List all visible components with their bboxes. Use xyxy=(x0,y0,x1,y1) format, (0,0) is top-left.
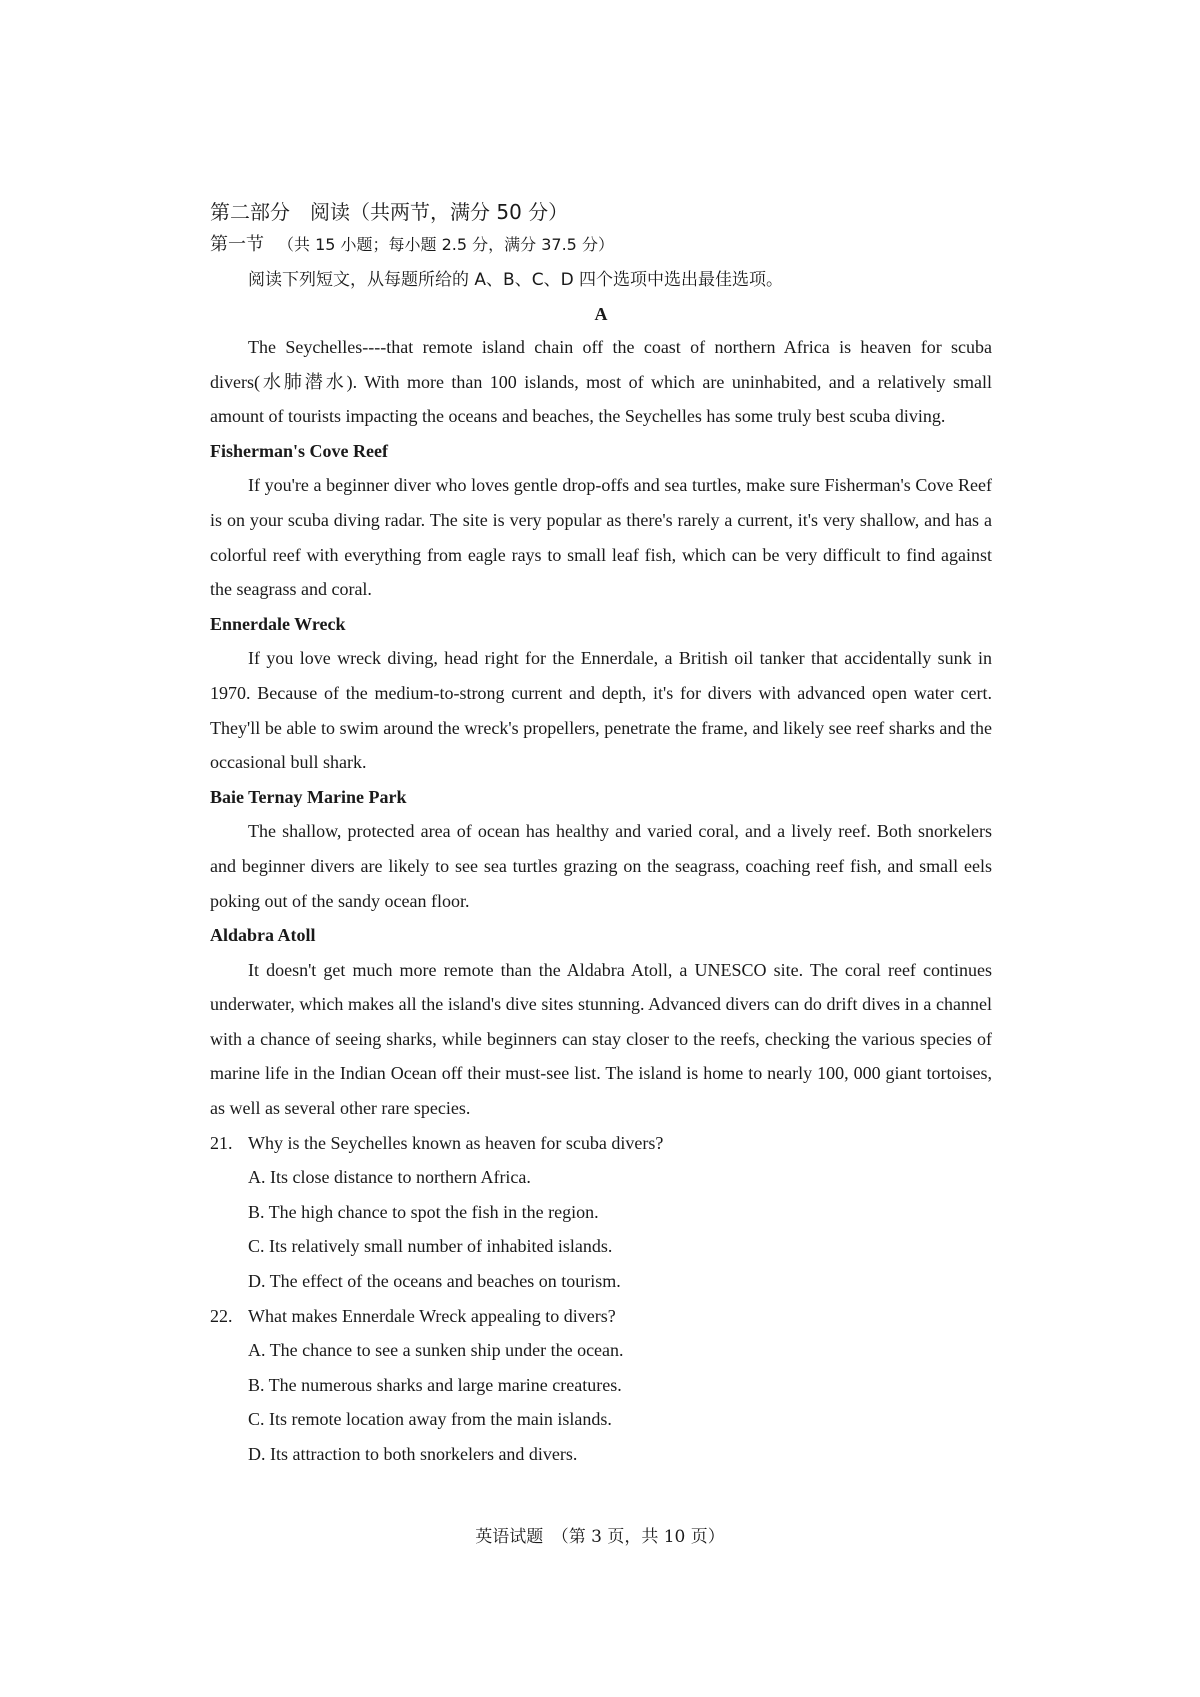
section-heading xyxy=(210,228,992,262)
section-text-ennerdale: If you love wreck diving, head right for the Ennerdale, a British oil tanker that accidentally sunk in 1970. Because of the medium-to-strong current and depth, it's for divers with advanced open water cert. They'll be able to swim around the wreck's propellers, penetrate the frame, and likely see reef sharks and the occasional bull shark. xyxy=(210,648,992,773)
question-21 xyxy=(210,1126,992,1161)
section-heading-fishermans-cove: Fisherman's Cove Reef xyxy=(210,440,388,461)
section-title: 第一节 xyxy=(210,234,264,255)
question-number: 21. xyxy=(210,1132,233,1153)
question-22 xyxy=(210,1299,992,1334)
exam-page xyxy=(210,196,992,1472)
question-stem: Why is the Seychelles known as heaven for scuba divers? xyxy=(248,1132,664,1153)
option-21-a: A. Its close distance to northern Africa. xyxy=(248,1167,531,1188)
option-21-d: D. The effect of the oceans and beaches on tourism. xyxy=(248,1271,621,1292)
instruction: 阅读下列短文，从每题所给的 A、B、C、D 四个选项中选出最佳选项。 xyxy=(248,270,784,290)
question-stem: What makes Ennerdale Wreck appealing to divers? xyxy=(248,1305,616,1326)
option-21-c: C. Its relatively small number of inhabited islands. xyxy=(248,1236,613,1257)
intro-paragraph: The Seychelles----that remote island chain off the coast of northern Africa is heaven for scuba divers(水肺潜水). With more than 100 islands, most of which are uninhabited, and a relatively small amount of tourists impacting the oceans and beaches, the Seychelles has some truly best scuba diving. xyxy=(210,337,992,427)
section-text-fishermans-cove: If you're a beginner diver who loves gentle drop-offs and sea turtles, make sure Fisherman's Cove Reef is on your scuba diving radar. The site is very popular as there's rarely a current, it's very shallow, and has a colorful reef with everything from eagle rays to small leaf fish, which can be very difficult to find against the seagrass and coral. xyxy=(210,475,992,600)
question-number: 22. xyxy=(210,1305,233,1326)
option-22-a: A. The chance to see a sunken ship under the ocean. xyxy=(248,1340,624,1361)
part-heading: 第二部分 阅读（共两节，满分 50 分） xyxy=(210,200,569,224)
option-22-b: B. The numerous sharks and large marine creatures. xyxy=(248,1374,622,1395)
option-21-b: B. The high chance to spot the fish in the region. xyxy=(248,1201,599,1222)
section-text-aldabra: It doesn't get much more remote than the Aldabra Atoll, a UNESCO site. The coral reef continues underwater, which makes all the island's dive sites stunning. Advanced divers can do drift dives in a channel with a chance of seeing sharks, while beginners can stay closer to the reefs, checking the various species of marine life in the Indian Ocean off their must-see list. The island is home to nearly 100, 000 giant tortoises, as well as several other rare species. xyxy=(210,959,992,1119)
option-22-d: D. Its attraction to both snorkelers and divers. xyxy=(248,1444,578,1464)
section-heading-baie-ternay: Baie Ternay Marine Park xyxy=(210,786,407,807)
section-heading-ennerdale: Ennerdale Wreck xyxy=(210,613,346,634)
section-text-baie-ternay: The shallow, protected area of ocean has healthy and varied coral, and a lively reef. Both snorkelers and beginner divers are likely to see sea turtles grazing on the seagrass, coaching reef fish, and small eels poking out of the sandy ocean floor. xyxy=(210,821,992,911)
passage-label: A xyxy=(594,304,608,324)
section-note: （共 15 小题；每小题 2.5 分，满分 37.5 分） xyxy=(278,235,614,254)
page-footer: 英语试题 （第 3 页，共 10 页） xyxy=(475,1527,725,1547)
option-22-c: C. Its remote location away from the main islands. xyxy=(248,1409,612,1430)
section-heading-aldabra: Aldabra Atoll xyxy=(210,925,316,946)
